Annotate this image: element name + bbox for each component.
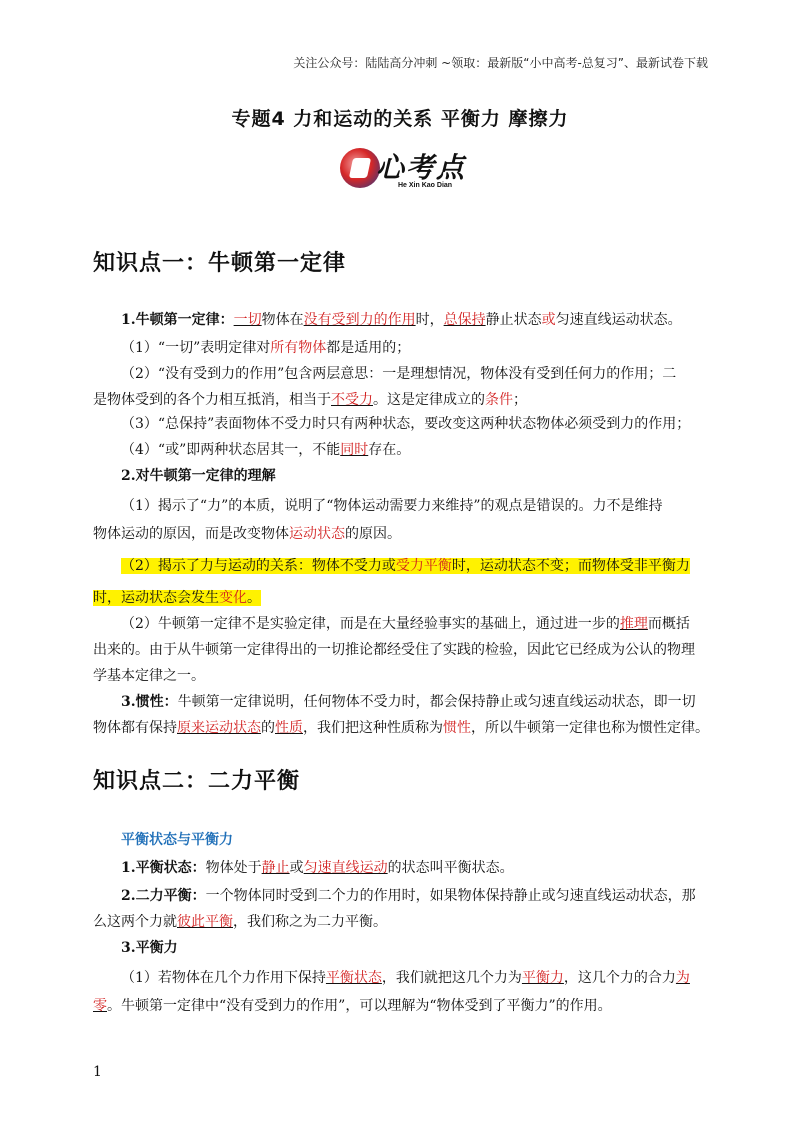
subheading: 3.平衡力 bbox=[121, 940, 178, 956]
logo-text: 心考点 bbox=[376, 151, 467, 184]
paragraph: 么这两个力就彼此平衡，我们称之为二力平衡。 bbox=[93, 914, 387, 930]
paragraph: 零。牛顿第一定律中“没有受到力的作用”，可以理解为“物体受到了平衡力”的作用。 bbox=[93, 998, 612, 1014]
logo-pinyin: He Xin Kao Dian bbox=[398, 182, 453, 189]
paragraph: 物体运动的原因，而是改变物体运动状态的原因。 bbox=[93, 526, 401, 542]
paragraph: 出来的。由于从牛顿第一定律得出的一切推论都经受住了实践的检验，因此它已经成为公认的物理 bbox=[93, 642, 695, 658]
highlighted-paragraph: 时，运动状态会发生变化。 bbox=[93, 590, 261, 606]
paragraph: 1.牛顿第一定律：一切物体在没有受到力的作用时，总保持静止状态或匀速直线运动状态。 bbox=[121, 312, 682, 328]
section-heading-1: 知识点一：牛顿第一定律 bbox=[93, 251, 347, 276]
highlighted-paragraph: （2）揭示了力与运动的关系：物体不受力或受力平衡时，运动状态不变；而物体受非平衡力 bbox=[121, 558, 690, 574]
paragraph: （1）揭示了“力”的本质，说明了“物体运动需要力来维持”的观点是错误的。力不是维持 bbox=[121, 498, 663, 514]
paragraph: （2）“没有受到力的作用”包含两层意思：一是理想情况，物体没有受到任何力的作用；二 bbox=[121, 366, 677, 382]
paragraph: （4）“或”即两种状态居其一，不能同时存在。 bbox=[121, 442, 411, 458]
paragraph: （3）“总保持”表面物体不受力时只有两种状态，要改变这两种状态物体必须受到力的作用； bbox=[121, 416, 691, 432]
section-heading-2: 知识点二：二力平衡 bbox=[93, 769, 301, 794]
paragraph: 3.惯性：牛顿第一定律说明，任何物体不受力时，都会保持静止或匀速直线运动状态，即一切 bbox=[121, 694, 696, 710]
paragraph: 2.二力平衡：一个物体同时受到二个力的作用时，如果物体保持静止或匀速直线运动状态，那 bbox=[121, 888, 696, 904]
header-note: 关注公众号：陆陆高分冲刺 ~领取：最新版“小中高考-总复习”、最新试卷下载 bbox=[293, 56, 708, 70]
document-title: 专题4 力和运动的关系 平衡力 摩擦力 bbox=[231, 108, 569, 130]
paragraph: 1.平衡状态：物体处于静止或匀速直线运动的状态叫平衡状态。 bbox=[121, 860, 514, 876]
logo-emblem-icon bbox=[340, 148, 380, 188]
paragraph: 物体都有保持原来运动状态的性质，我们把这种性质称为惯性，所以牛顿第一定律也称为惯性定律。 bbox=[93, 720, 709, 736]
paragraph: 是物体受到的各个力相互抵消，相当于不受力。这是定律成立的条件； bbox=[93, 392, 527, 408]
subtitle: 平衡状态与平衡力 bbox=[121, 832, 233, 848]
page-number: 1 bbox=[93, 1064, 102, 1080]
paragraph: （1）“一切”表明定律对所有物体都是适用的； bbox=[121, 340, 411, 356]
paragraph: 学基本定律之一。 bbox=[93, 668, 205, 684]
paragraph: （1）若物体在几个力作用下保持平衡状态，我们就把这几个力为平衡力，这几个力的合力为 bbox=[121, 970, 690, 986]
subheading: 2.对牛顿第一定律的理解 bbox=[121, 468, 276, 484]
brand-logo bbox=[340, 142, 490, 198]
paragraph: （2）牛顿第一定律不是实验定律，而是在大量经验事实的基础上，通过进一步的推理而概括 bbox=[121, 616, 690, 632]
